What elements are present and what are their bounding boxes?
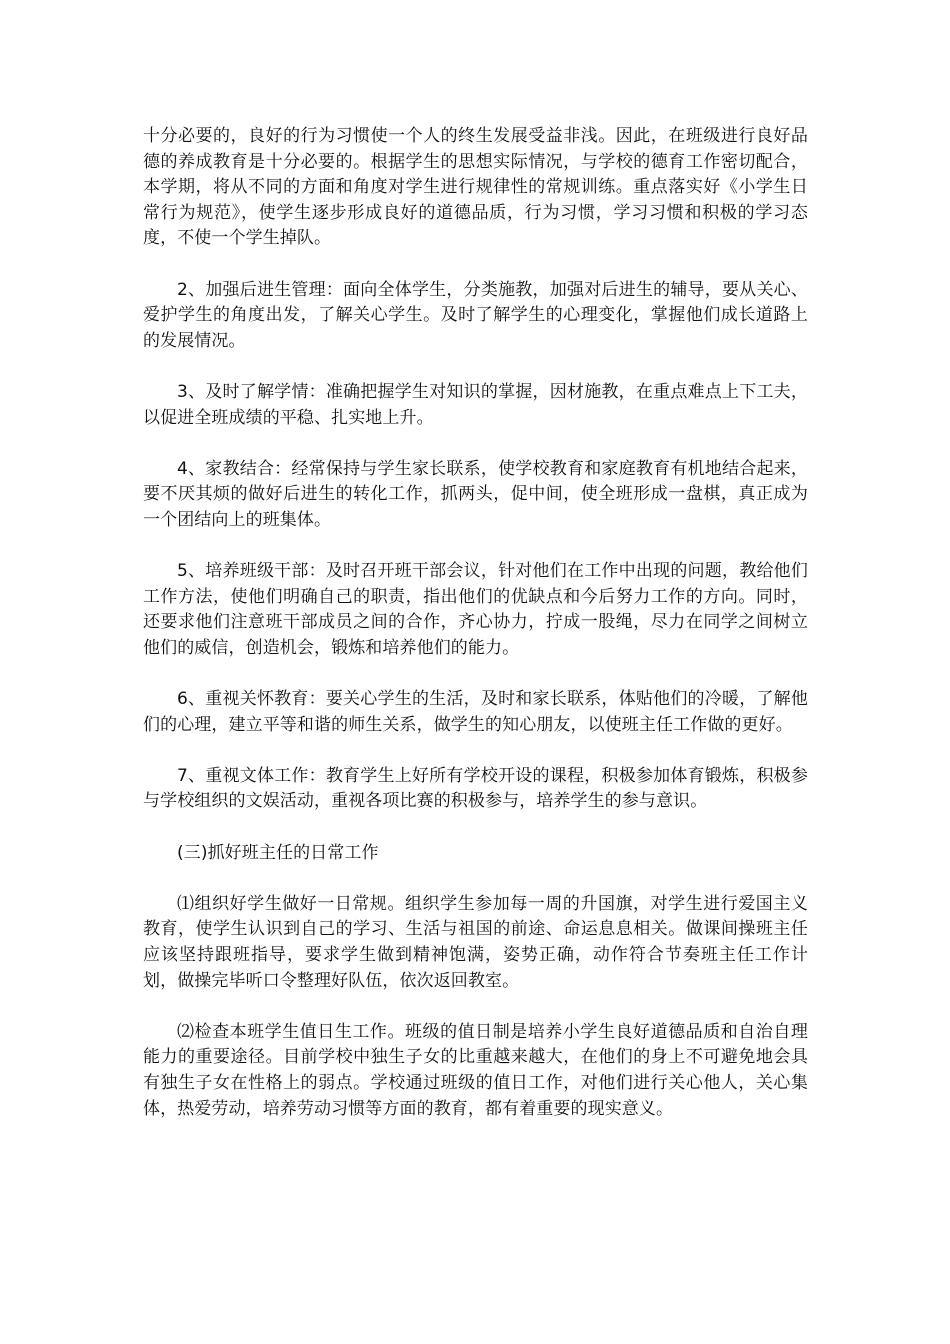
paragraph-continuation: 十分必要的，良好的行为习惯使一个人的终生发展受益非浅。因此，在班级进行良好品德的养成教育是十分必要的。根据学生的思想实际情况，与学校的德育工作密切配合，本学期，将从不同的方面和角度对学生进行规律性的常规训练。重点落实好《小学生日常行为规范》，使学生逐步形成良好的道德品质，行为习惯，学习习惯和积极的学习态度，不使一个学生掉队。 <box>143 126 808 249</box>
paragraph-item-3: 3、及时了解学情：准确把握学生对知识的掌握，因材施教，在重点难点上下工夫，以促进全班成绩的平稳、扎实地上升。 <box>143 381 808 428</box>
paragraph-item-4: 4、家教结合：经常保持与学生家长联系，使学校教育和家庭教育有机地结合起来，要不厌其烦的做好后进生的转化工作，抓两头，促中间，使全班形成一盘棋，真正成为一个团结向上的班集体。 <box>143 458 808 530</box>
paragraph-item-5: 5、培养班级干部：及时召开班干部会议，针对他们在工作中出现的问题，教给他们工作方法，使他们明确自己的职责，指出他们的优缺点和今后努力工作的方向。同时，还要求他们注意班干部成员之间的合作，齐心协力，拧成一股绳，尽力在同学之间树立他们的威信，创造机会，锻炼和培养他们的能力。 <box>143 561 808 658</box>
paragraph-item-7: 7、重视文体工作：教育学生上好所有学校开设的课程，积极参加体育锻炼，积极参与学校组织的文娱活动，重视各项比赛的积极参与，培养学生的参与意识。 <box>143 765 808 812</box>
paragraph-item-6: 6、重视关怀教育：要关心学生的生活，及时和家长联系，体贴他们的冷暖，了解他们的心理，建立平等和谐的师生关系，做学生的知心朋友，以使班主任工作做的更好。 <box>143 689 808 735</box>
paragraph-sub-1: ⑴组织好学生做好一日常规。组织学生参加每一周的升国旗，对学生进行爱国主义教育，使学生认识到自己的学习、生活与祖国的前途、命运息息相关。做课间操班主任应该坚持跟班指导，要求学生做到精神饱满，姿势正确，动作符合节奏班主任工作计划，做操完毕听口令整理好队伍，依次返回教室。 <box>143 893 808 991</box>
paragraph-sub-2: ⑵检查本班学生值日生工作。班级的值日制是培养小学生良好道德品质和自治自理能力的重要途径。目前学校中独生子女的比重越来越大，在他们的身上不可避免地会具有独生子女在性格上的弱点。学校通过班级的值日工作，对他们进行关心他人，关心集体，热爱劳动，培养劳动习惯等方面的教育，都有着重要的现实意义。 <box>143 1021 808 1119</box>
document-body <box>143 124 808 1148</box>
section-heading: (三)抓好班主任的日常工作 <box>177 842 379 863</box>
paragraph-item-2: 2、加强后进生管理：面向全体学生，分类施教，加强对后进生的辅导，要从关心、爱护学生的角度出发，了解关心学生。及时了解学生的心理变化，掌握他们成长道路上的发展情况。 <box>143 279 808 351</box>
